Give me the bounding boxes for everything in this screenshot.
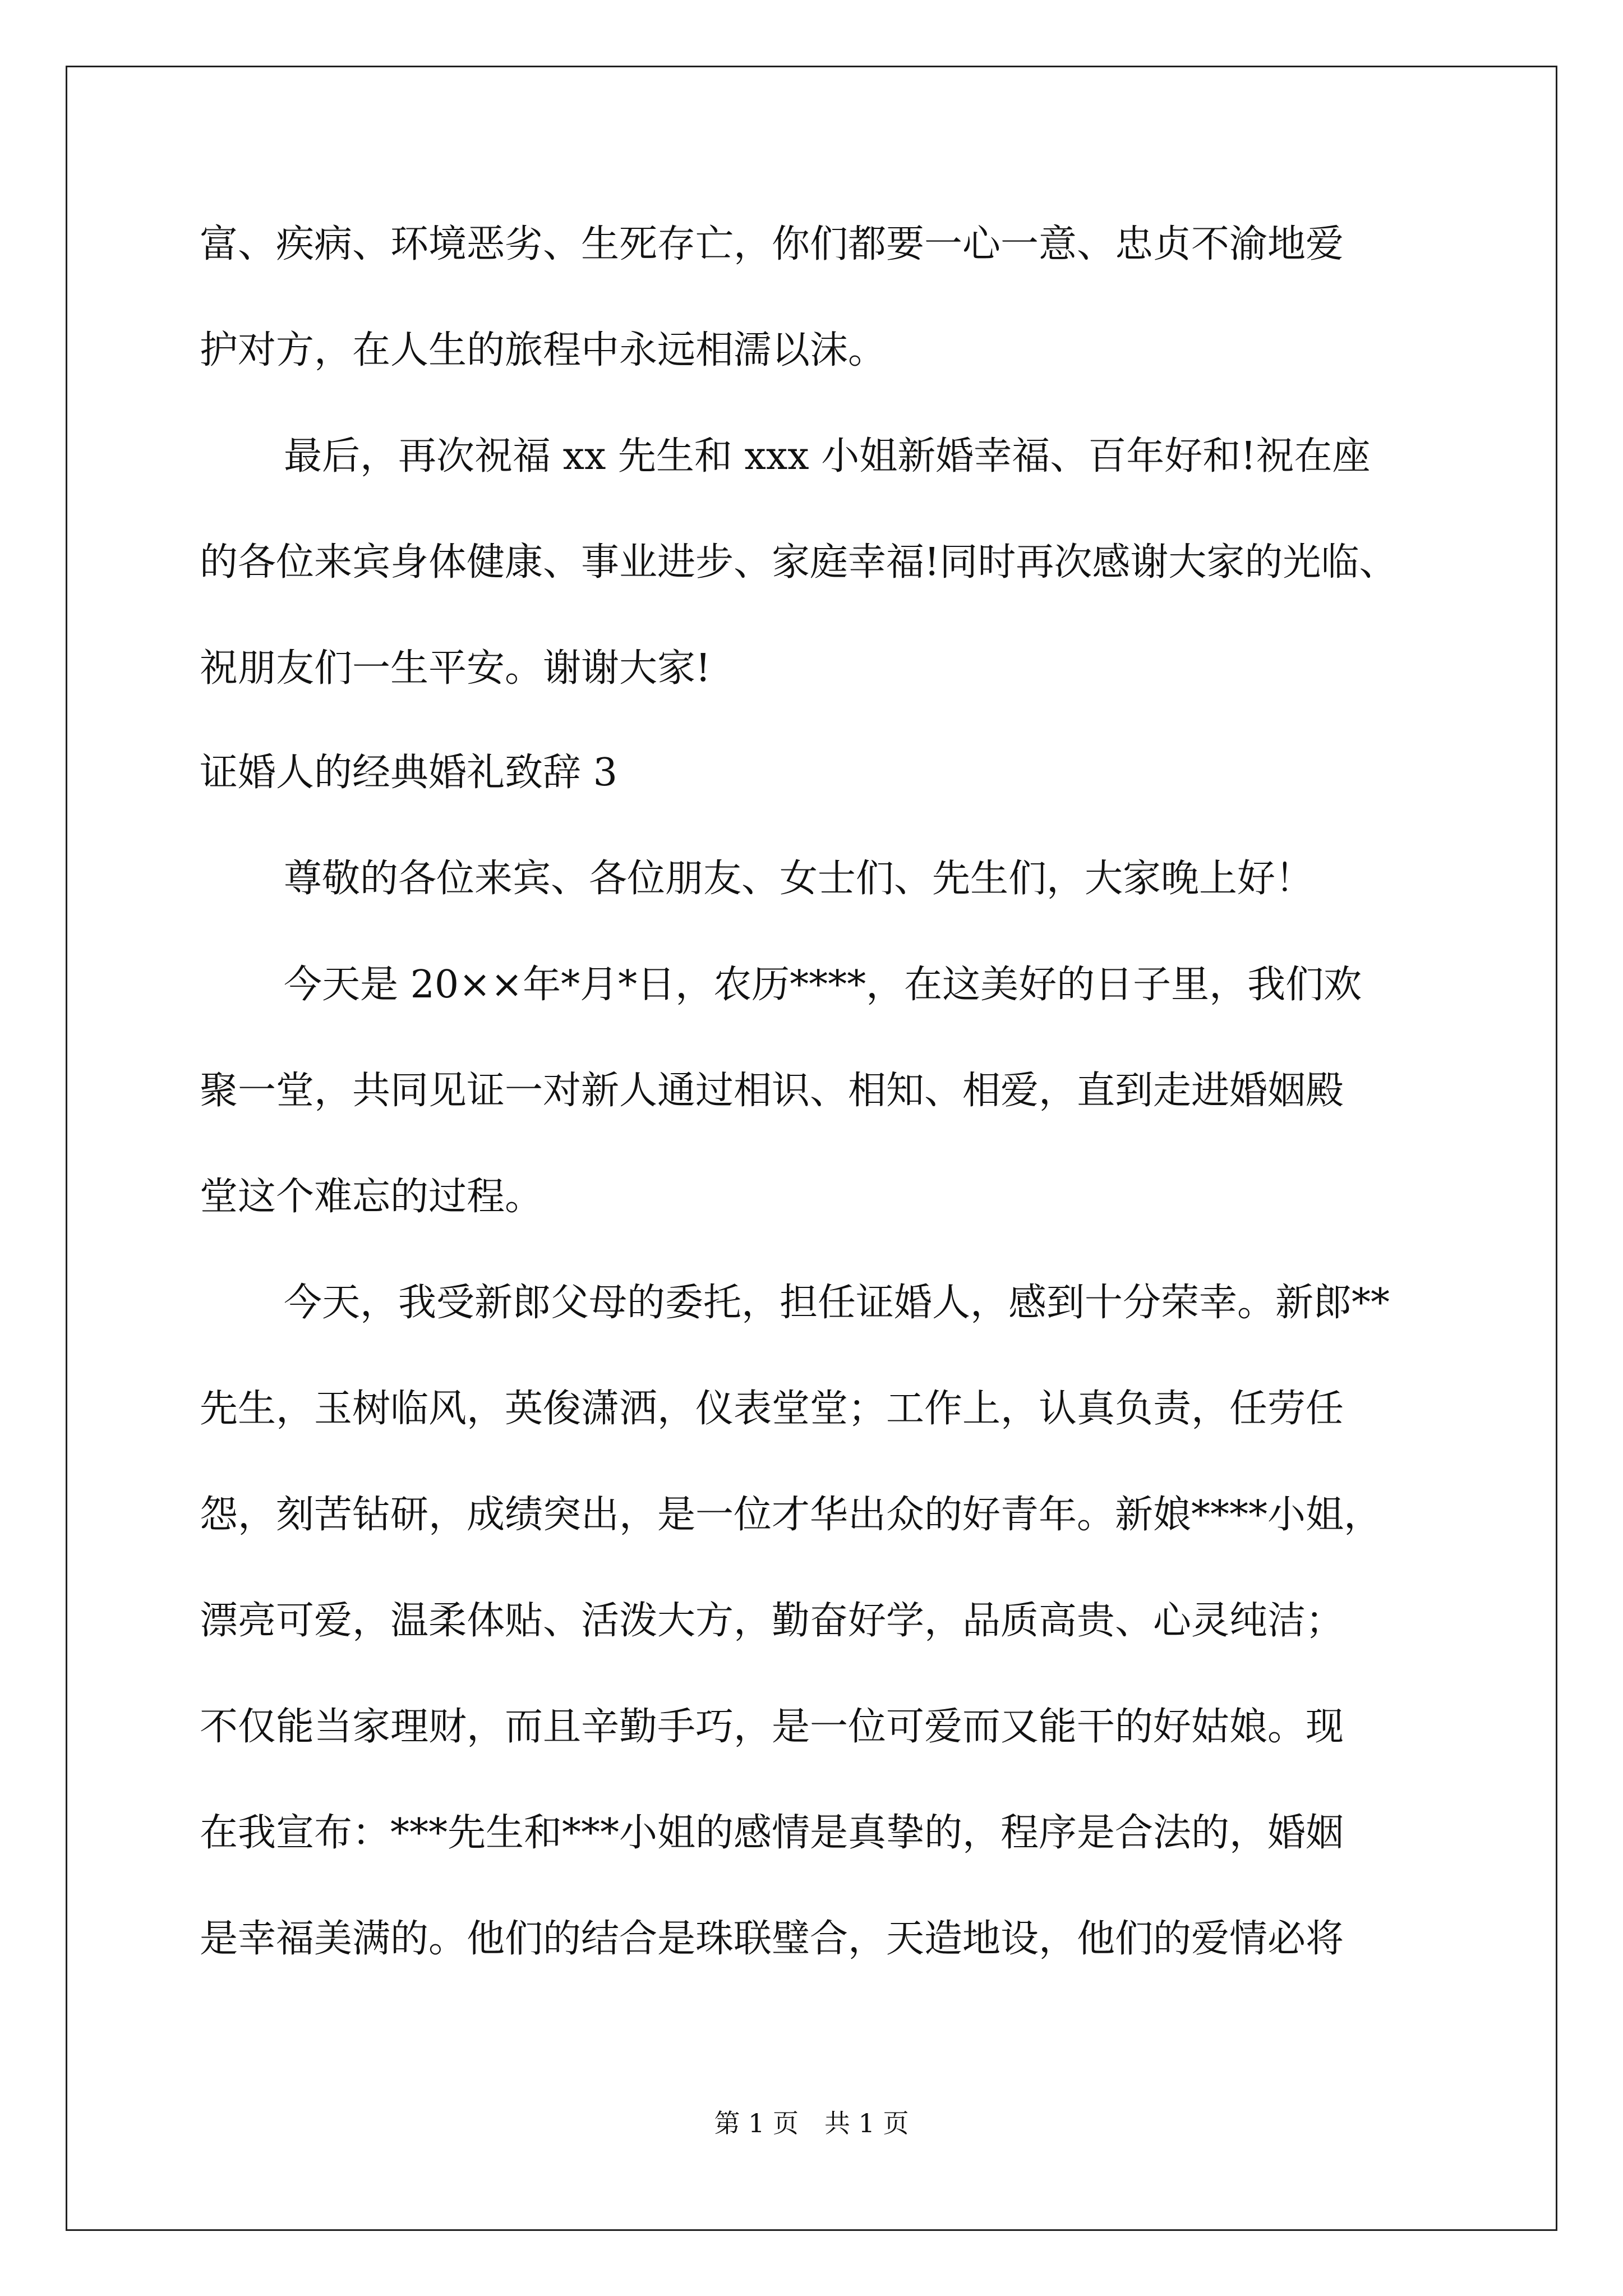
text-line: 不仅能当家理财，而且辛勤手巧，是一位可爱而又能干的好姑娘。现 [200,1705,1344,1749]
paragraph [200,1276,1456,1966]
page-footer: 第 1 页 共 1 页 [714,2108,909,2138]
text-line: 护对方，在人生的旅程中永远相濡以沫。 [200,328,887,372]
text-line: 在我宣布：***先生和***小姐的感情是真挚的，程序是合法的，婚姻 [200,1811,1344,1855]
text-line: 堂这个难忘的过程。 [200,1175,543,1219]
text-line: 漂亮可爱，温柔体贴、活泼大方，勤奋好学，品质高贵、心灵纯洁； [200,1599,1344,1643]
text-line: 祝朋友们一生平安。谢谢大家! [200,646,711,691]
paragraph [200,958,1456,1224]
text-line: 尊敬的各位来宾、各位朋友、女士们、先生们，大家晚上好！ [284,857,1314,901]
paragraph [200,218,1456,378]
text-line: 是幸福美满的。他们的结合是珠联璧合，天造地设，他们的爱情必将 [200,1917,1344,1961]
text-line: 聚一堂，共同见证一对新人通过相识、相知、相爱，直到走进婚姻殿 [200,1069,1344,1113]
text-line: 的各位来宾身体健康、事业进步、家庭幸福!同时再次感谢大家的光临、 [200,540,1398,585]
text-line: 最后，再次祝福 xx 先生和 xxx 小姐新婚幸福、百年好和!祝在座 [284,434,1371,478]
paragraph [200,852,1456,906]
text-line: 怨，刻苦钻研，成绩突出，是一位才华出众的好青年。新娘****小姐， [200,1493,1382,1537]
text-line: 先生，玉树临风，英俊潇洒，仪表堂堂；工作上，认真负责，任劳任 [200,1387,1344,1431]
document-body [200,218,1456,1966]
section-heading: 证婚人的经典婚礼致辞 3 [200,751,617,795]
text-line: 今天是 20××年*月*日，农历****，在这美好的日子里，我们欢 [284,963,1362,1007]
paragraph [200,430,1456,696]
text-line: 今天，我受新郎父母的委托，担任证婚人，感到十分荣幸。新郎** [284,1281,1390,1325]
text-line: 富、疾病、环境恶劣、生死存亡，你们都要一心一意、忠贞不渝地爱 [200,222,1344,266]
